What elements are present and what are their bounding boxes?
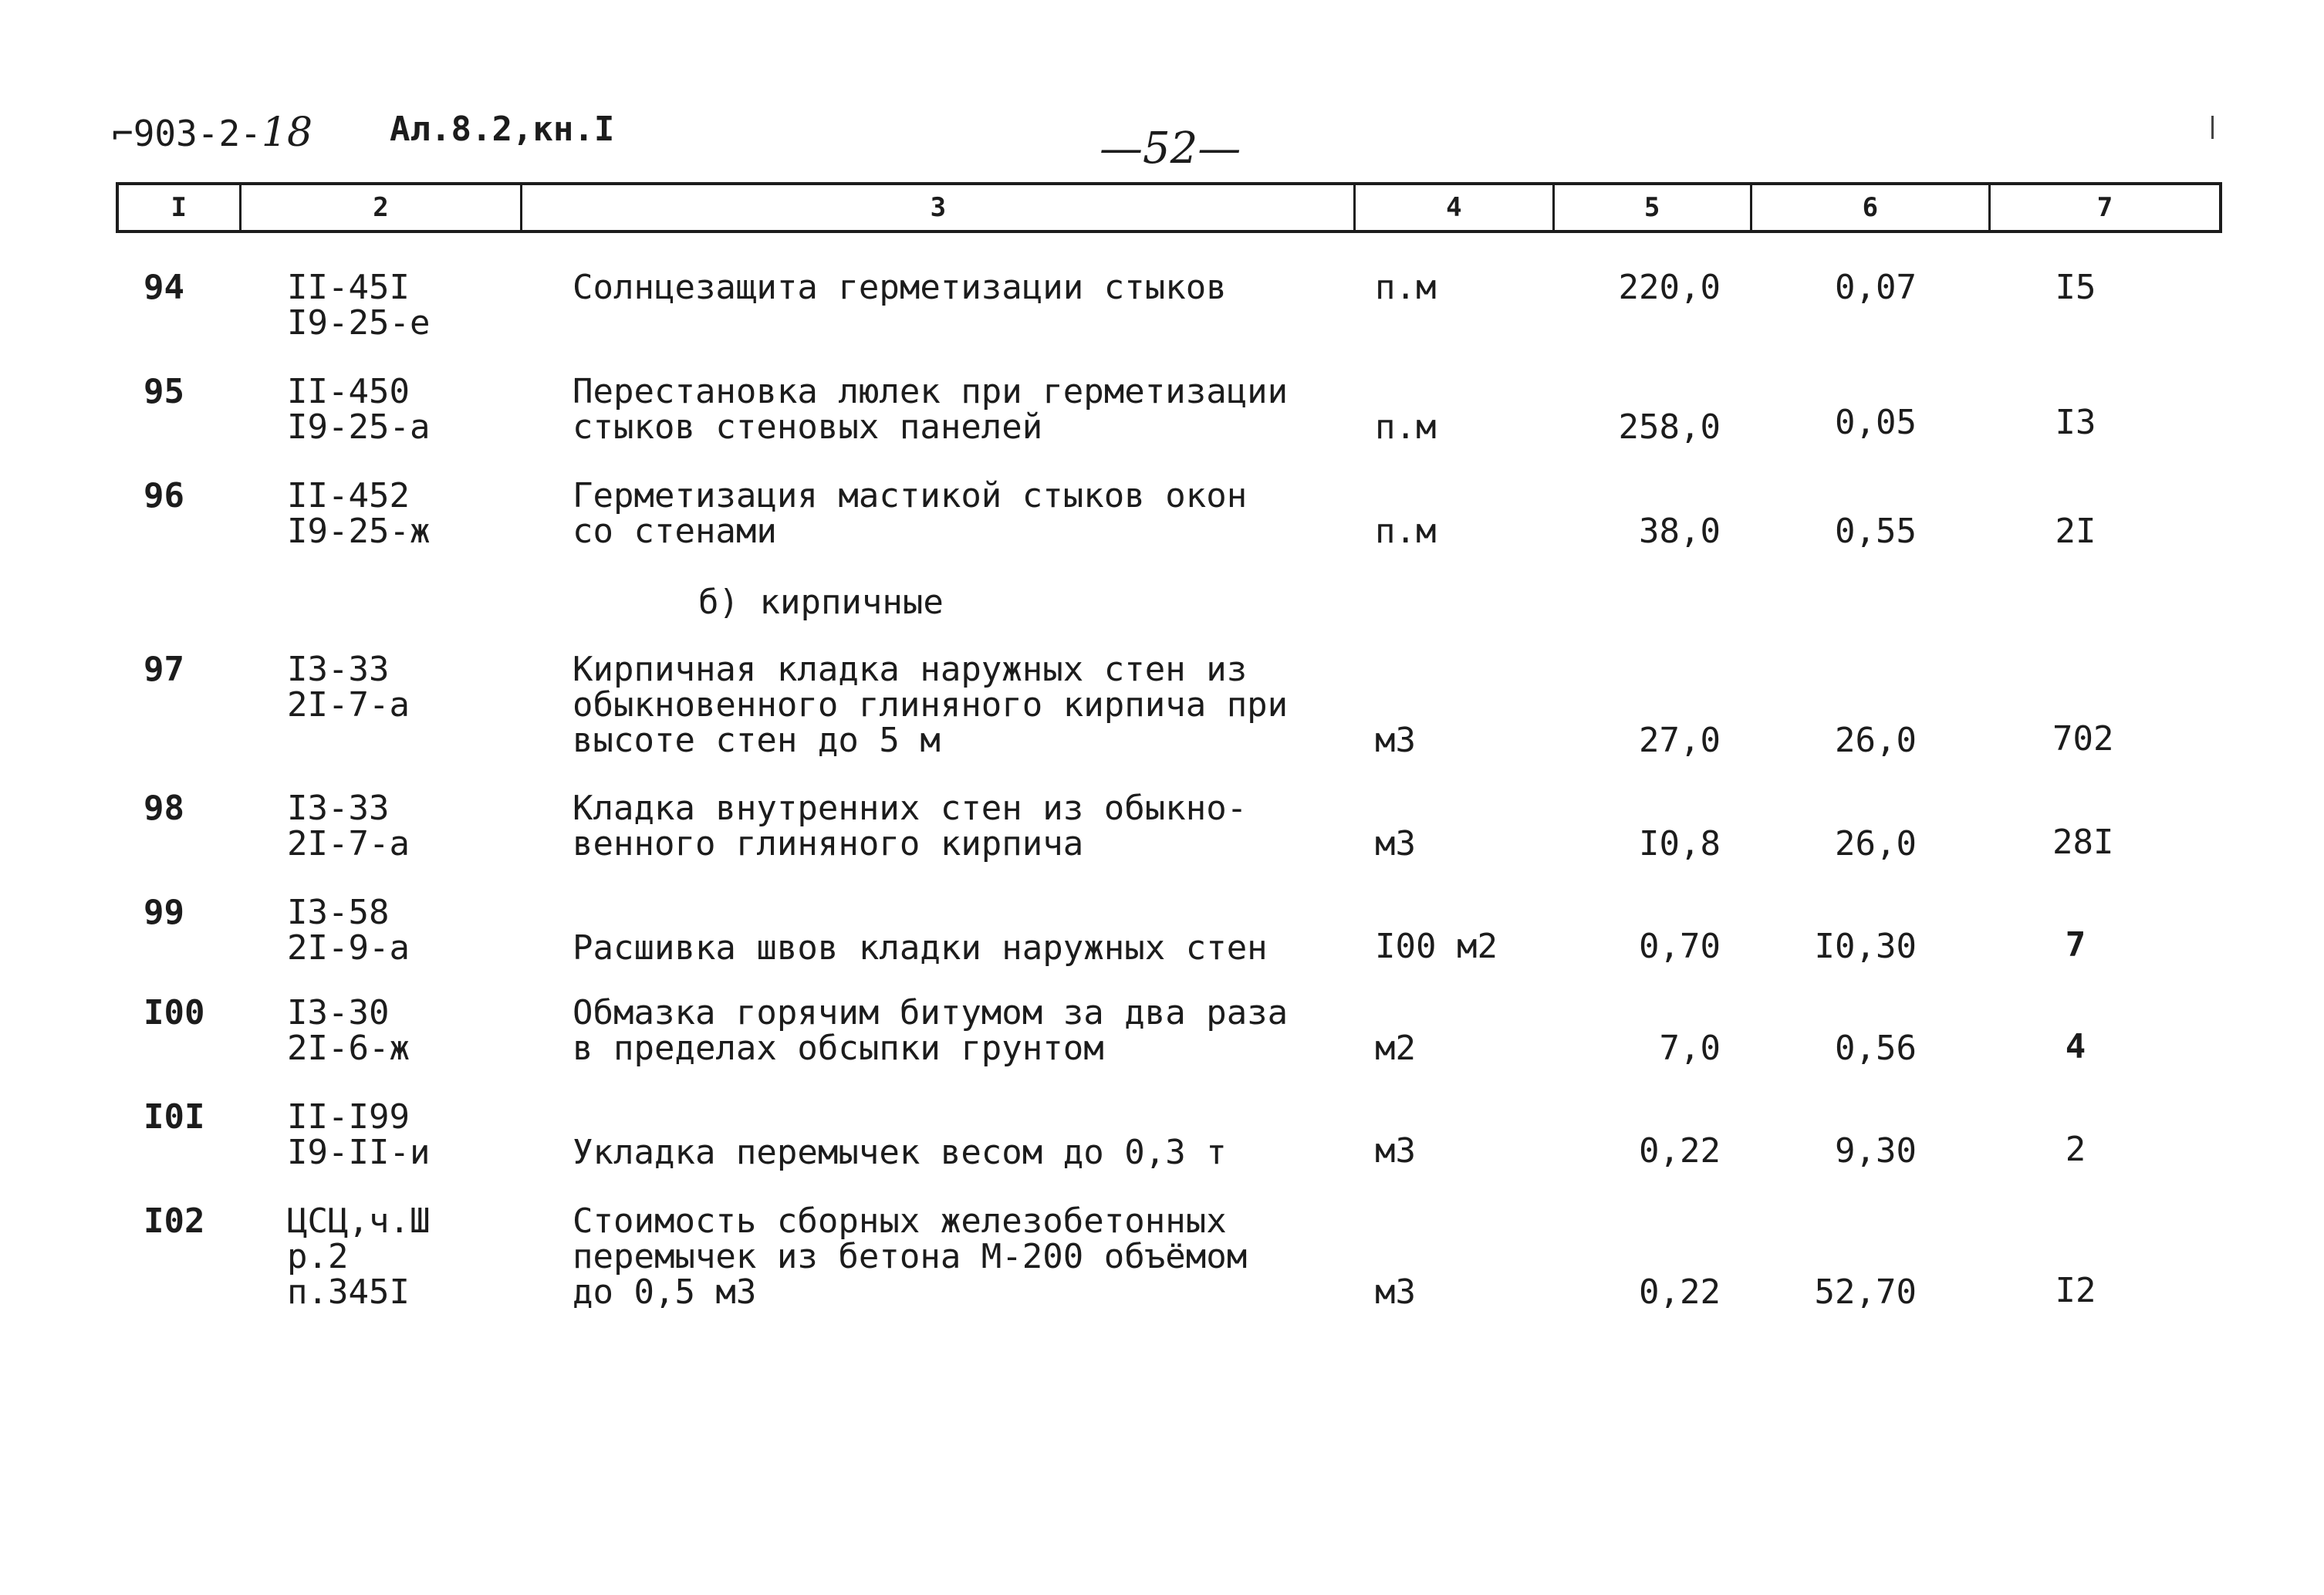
work-description (573, 995, 1288, 1066)
quantity: I0,8 (1639, 824, 1721, 863)
description-line: венного глиняного кирпича (573, 824, 1084, 863)
total-cost: 2I (2055, 512, 2096, 551)
unit: п.м (1375, 512, 1437, 551)
description-line: в пределах обсыпки грунтом (573, 1029, 1104, 1068)
norm-code: I3-33 (287, 650, 390, 689)
row-number: I00 (144, 993, 205, 1032)
column-header-1: I (119, 185, 242, 230)
quantity: 0,70 (1639, 927, 1721, 966)
column-header-2: 2 (242, 185, 523, 230)
column-header-7: 7 (2096, 192, 2113, 223)
description-line: стыков стеновых панелей (573, 407, 1043, 447)
unit: м2 (1375, 1029, 1416, 1068)
unit-price: 52,70 (1814, 1272, 1917, 1312)
total-cost: 702 (2052, 719, 2114, 759)
row-number: 98 (144, 789, 184, 828)
work-description (573, 928, 1268, 968)
norm-code: I9-II-и (287, 1133, 431, 1172)
document-code-prefix: ⌐903-2- (112, 113, 262, 154)
unit: м3 (1375, 721, 1416, 760)
work-description (573, 478, 1247, 549)
total-cost: I3 (2055, 403, 2096, 442)
row-number: 96 (144, 476, 184, 515)
norm-code: I3-33 (287, 789, 390, 828)
total-cost: 4 (2065, 1027, 2086, 1066)
row-number: 99 (144, 893, 184, 932)
work-description (573, 1201, 1248, 1312)
description-line: обыкновенного глиняного кирпича при (573, 685, 1289, 725)
unit-price: 0,07 (1835, 268, 1917, 307)
section-title: б) кирпичные (698, 583, 944, 622)
norm-code: 2I-7-а (287, 685, 410, 725)
description-line: Солнцезащита герметизации стыков (573, 268, 1227, 307)
description-line: Перестановка люлек при герметизации (573, 372, 1289, 411)
column-header-3: 3 (522, 185, 1356, 230)
description-line: Кладка внутренних стен из обыкно- (573, 789, 1248, 828)
row-number: I0I (144, 1097, 205, 1137)
description-line: высоте стен до 5 м (573, 721, 941, 760)
quantity: 0,22 (1639, 1131, 1721, 1171)
work-description (573, 374, 1288, 445)
description-line: Расшивка швов кладки наружных стен (573, 928, 1268, 968)
total-cost: I5 (2055, 268, 2096, 307)
quantity: 27,0 (1639, 721, 1721, 760)
page-number: —52— (1100, 123, 1241, 174)
row-number: 94 (144, 268, 184, 307)
quantity: 38,0 (1639, 512, 1721, 551)
norm-code: 2I-7-а (287, 824, 410, 863)
norm-codes (287, 478, 430, 549)
description-line: Стоимость сборных железобетонных (573, 1201, 1227, 1241)
norm-codes (287, 995, 410, 1066)
album-reference: Ал.8.2,кн.I (390, 110, 615, 149)
row-number: 95 (144, 372, 184, 411)
norm-codes (287, 1097, 431, 1172)
norm-code: I9-25-ж (287, 512, 431, 551)
unit-price: 0,55 (1835, 512, 1917, 551)
quantity: 7,0 (1659, 1029, 1721, 1068)
norm-code: II-I99 (287, 1097, 410, 1137)
work-description (573, 791, 1247, 862)
norm-codes (287, 374, 430, 445)
unit: п.м (1375, 407, 1437, 447)
norm-codes (287, 652, 410, 723)
quantity: 258,0 (1618, 407, 1721, 447)
work-description (573, 652, 1288, 759)
norm-codes (287, 791, 410, 862)
document-code-handwritten: 18 (261, 110, 313, 156)
norm-codes (287, 1201, 431, 1312)
norm-code: II-45I (287, 268, 410, 307)
total-cost: 28I (2052, 823, 2114, 862)
unit: п.м (1375, 268, 1437, 307)
quantity: 0,22 (1639, 1272, 1721, 1312)
document-code (112, 110, 312, 156)
unit-price: 9,30 (1835, 1131, 1917, 1171)
norm-codes (287, 270, 430, 341)
work-description (573, 1135, 1227, 1171)
quantity: 220,0 (1618, 268, 1721, 307)
norm-code: п.345I (287, 1272, 410, 1312)
row-number: 97 (144, 650, 184, 689)
description-line: Герметизация мастикой стыков окон (573, 476, 1248, 515)
norm-code: I9-25-е (287, 303, 431, 343)
description-line: Укладка перемычек весом до 0,3 т (573, 1133, 1227, 1172)
norm-code: 2I-9-а (287, 928, 410, 968)
total-cost: 2 (2065, 1130, 2086, 1169)
description-line: Кирпичная кладка наружных стен из (573, 650, 1248, 689)
column-header-6: 6 (1752, 185, 1991, 230)
column-header-row (116, 182, 2222, 233)
total-cost: 7 (2065, 925, 2086, 965)
description-line: со стенами (573, 512, 777, 551)
description-line: Обмазка горячим битумом за два раза (573, 993, 1289, 1032)
unit-price: 0,56 (1835, 1029, 1917, 1068)
norm-codes (287, 895, 410, 966)
description-line: перемычек из бетона М-200 объёмом (573, 1237, 1248, 1276)
norm-code: II-450 (287, 372, 410, 411)
norm-code: I3-58 (287, 893, 390, 932)
description-line: до 0,5 м3 (573, 1272, 757, 1312)
unit: I00 м2 (1375, 927, 1498, 966)
work-description (573, 270, 1227, 306)
norm-code: 2I-6-ж (287, 1029, 410, 1068)
corner-mark (2211, 116, 2214, 139)
row-number: I02 (144, 1201, 205, 1241)
unit-price: 0,05 (1835, 403, 1917, 442)
unit: м3 (1375, 1131, 1416, 1171)
unit-price: I0,30 (1814, 927, 1917, 966)
unit-price: 26,0 (1835, 824, 1917, 863)
unit: м3 (1375, 1272, 1416, 1312)
total-cost: I2 (2055, 1271, 2096, 1310)
unit: м3 (1375, 824, 1416, 863)
norm-code: р.2 (287, 1237, 349, 1276)
unit-price: 26,0 (1835, 721, 1917, 760)
norm-code: ЦСЦ,ч.Ш (287, 1201, 431, 1241)
norm-code: II-452 (287, 476, 410, 515)
norm-code: I3-30 (287, 993, 390, 1032)
column-header-5: 5 (1555, 185, 1752, 230)
column-header-4: 4 (1356, 185, 1554, 230)
norm-code: I9-25-а (287, 407, 431, 447)
